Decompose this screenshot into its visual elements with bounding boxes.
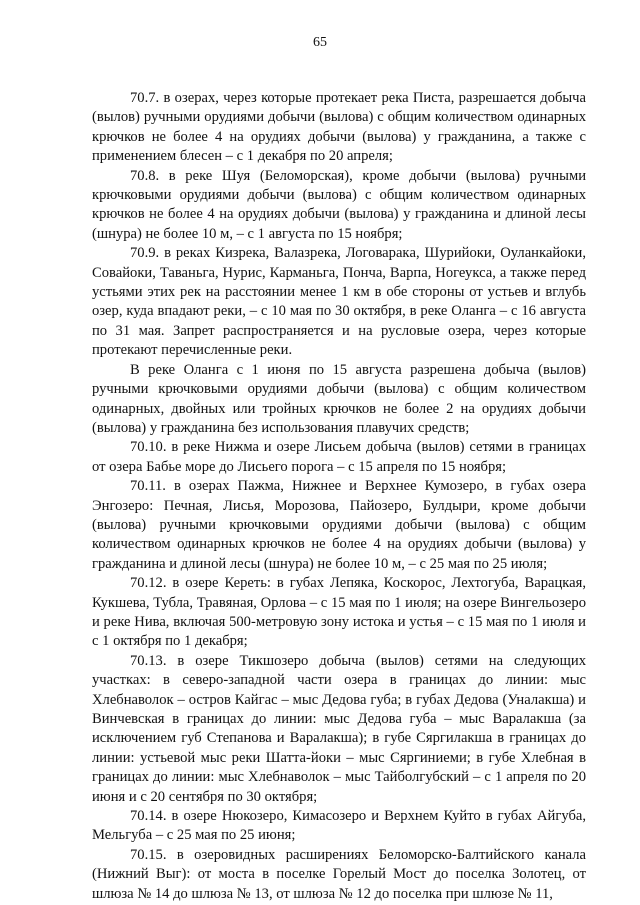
paragraph-70-14: 70.14. в озере Нюкозеро, Кимасозеро и Верхнем Куйто в губах Айгуба, Мельгуба – с 25 мая по 25 июня; bbox=[92, 808, 586, 844]
paragraph-70-13: 70.13. в озере Тикшозеро добыча (вылов) сетями на следующих участках: в северо-западной части озера в границах до линии: мыс Хлебнаволок – остров Кайгас – мыс Дедова губа; в губах Дедова (Уналакша) и Винчевская в границах до линии: мыс Дедова губа – мыс Варалакша (за исключением губ Степанова и Варалакша); в губе Сяргилакша в границах до линии: устьевой мыс реки Шатта-йоки – мыс Сяргиниеми; в губе Хлебная в границах до линии: мыс Хлебнаволок – мыс Тайболгубский – с 1 апреля по 20 июня и с 20 сентября по 30 октября; bbox=[92, 652, 586, 805]
paragraph-70-12: 70.12. в озере Кереть: в губах Лепяка, Коскорос, Лехтогуба, Варацкая, Кукшева, Тубла, Травяная, Орлова – с 15 мая по 1 июля; на озере Вингельозеро и реке Нива, включая 500-метровую зону истока и устья – с 15 мая по 1 июля и с 1 октября по 1 декабря; bbox=[92, 575, 586, 650]
paragraph-70-7: 70.7. в озерах, через которые протекает река Писта, разрешается добыча (вылов) ручными орудиями добычи (вылова) с общим количеством одинарных крючков не более 4 на орудиях добычи (вылова) у гражданина, а также с применением блесен – с 1 декабря по 20 апреля; bbox=[92, 90, 586, 165]
paragraph-70-15: 70.15. в озеровидных расширениях Беломорско-Балтийского канала (Нижний Выг): от моста в поселке Горелый Мост до поселка Золотец, от шлюза № 14 до шлюза № 13, от шлюза № 12 до поселка при шлюзе № 11, bbox=[92, 846, 586, 902]
paragraph-olanga-exception: В реке Оланга с 1 июня по 15 августа разрешена добыча (вылов) ручными крючковыми орудиями добычи (вылова) с общим количеством одинарных, двойных или тройных крючков не более 2 на орудиях добычи (вылова) у гражданина без использования плавучих средств; bbox=[92, 361, 586, 436]
paragraph-70-8: 70.8. в реке Шуя (Беломорская), кроме добычи (вылова) ручными крючковыми орудиями добычи (вылова) с общим количеством одинарных крючков не более 4 на орудиях добычи (вылова) у гражданина и длиной лесы (шнура) не более 10 м, – с 1 августа по 15 ноября; bbox=[92, 167, 586, 242]
paragraph-70-10: 70.10. в реке Нижма и озере Лисьем добыча (вылов) сетями в границах от озера Бабье море до Лисьего порога – с 15 апреля по 15 ноября; bbox=[92, 439, 586, 475]
document-body bbox=[92, 89, 586, 904]
paragraph-70-11: 70.11. в озерах Пажма, Нижнее и Верхнее Кумозеро, в губах озера Энгозеро: Печная, Лисья, Морозова, Пайозеро, Булдыри, кроме добычи (вылова) ручными крючковыми орудиями добычи (вылова) с общим количеством одинарных крючков не более 4 на орудиях добычи (вылова) у гражданина и длиной лесы (шнура) не более 10 м, – с 25 мая по 25 июля; bbox=[92, 478, 586, 572]
paragraph-70-9: 70.9. в реках Кизрека, Валазрека, Логоваракa, Шурийоки, Оуланкайоки, Совайоки, Таваньга, Нурис, Карманьга, Пончa, Варпа, Ногеукса, а также перед устьями этих рек на расстоянии менее 1 км в обе стороны от устьев и вглубь озер, куда впадают реки, – с 10 мая по 30 октября, в реке Оланга – с 16 августа по 31 мая. Запрет распространяется и на русловые озера, через которые протекают перечисленные реки. bbox=[92, 245, 586, 359]
page-number: 65 bbox=[313, 35, 327, 50]
